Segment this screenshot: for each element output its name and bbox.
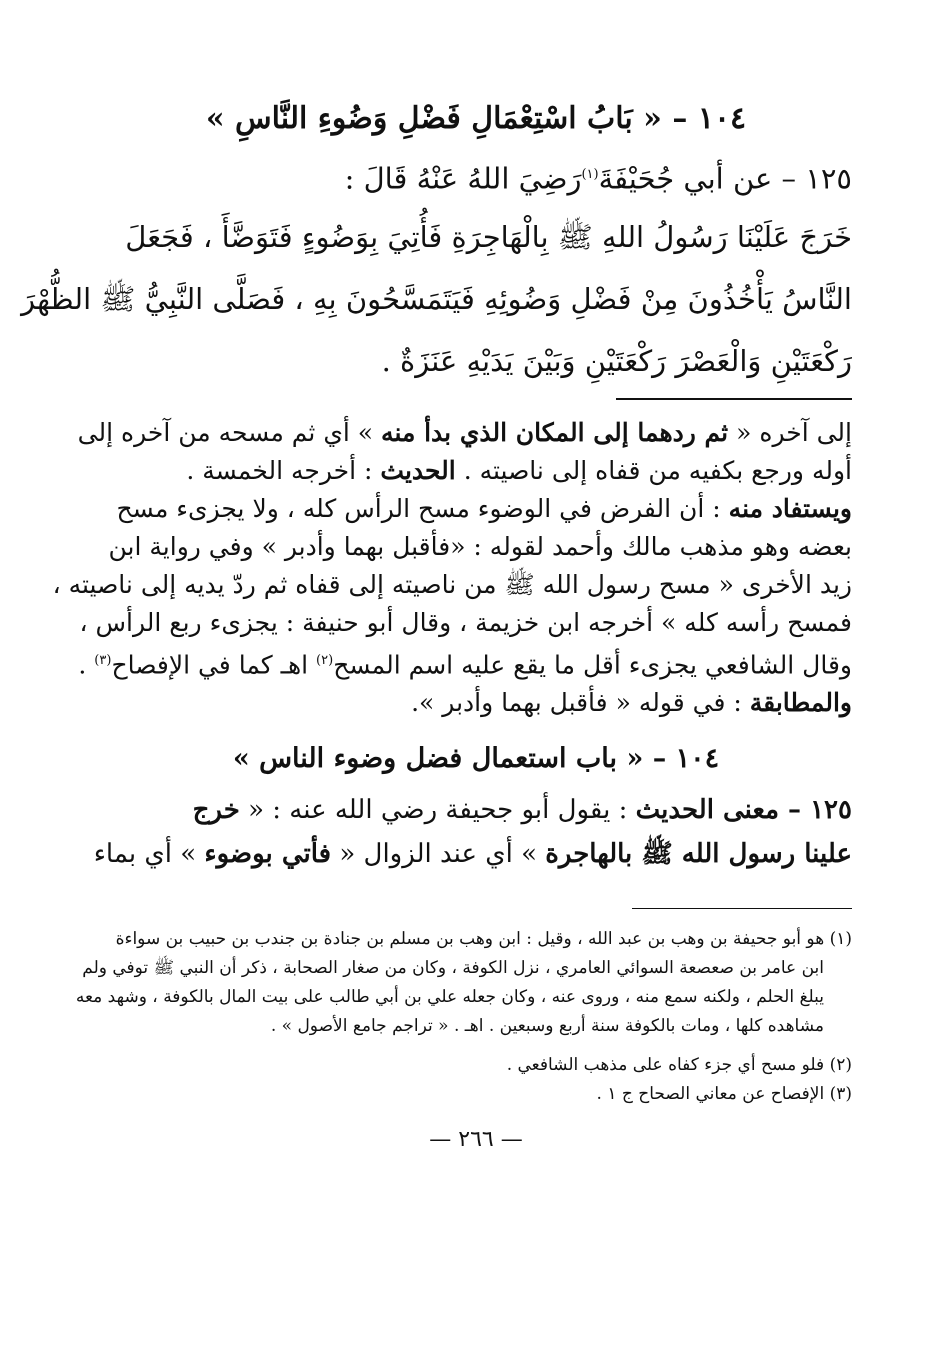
commentary-text: أوله ورجع بكفيه من قفاه إلى ناصيته . (463, 455, 852, 485)
footnote-ref-1[interactable]: (١) (581, 167, 599, 182)
footnote-3: (٣) الإفصاح عن معاني الصحاح ج ١ . (596, 1084, 852, 1105)
hadith-text (21, 148, 852, 392)
meaning-text: : يقول أبو جحيفة رضي الله عنه : « (248, 794, 628, 825)
meaning-bold: علينا رسول الله ﷺ بالهاجرة (545, 838, 852, 869)
commentary-line-5: زيد الأخرى « مسح رسول الله ﷺ من ناصيته إلى قفاه ثم ردّ يديه إلى ناصيته ، (52, 569, 852, 599)
commentary-text: اهـ كما في الإفصاح (111, 649, 309, 679)
hadith-line-2: خَرَجَ عَلَيْنَا رَسُولُ اللهِ ﷺ بِالْهَاجِرَةِ فَأُتِيَ بِوَضُوءٍ فَتَوَضَّأَ ، فَجَعَلَ (125, 219, 852, 254)
commentary-line-1 (77, 414, 852, 452)
commentary (52, 414, 852, 722)
meaning-line-1 (100, 788, 852, 832)
commentary-text: . (78, 649, 87, 679)
hadith-narrator-suffix: رَضِيَ اللهُ عَنْهُ قَالَ : (344, 161, 582, 196)
section-divider (616, 398, 852, 400)
page (21, 96, 852, 1153)
hadith-line-4: رَكْعَتَيْنِ وَالْعَصْرَ رَكْعَتَيْنِ وَبَيْنَ يَدَيْهِ عَنَزَةٌ . (381, 343, 852, 378)
commentary-bold: ويستفاد منه (728, 493, 852, 523)
commentary-line-6: فمسح رأسه كله » أخرجه ابن خزيمة ، وقال أبو حنيفة : يجزىء ربع الرأس ، (79, 607, 852, 637)
commentary-text: : أن الفرض في الوضوء مسح الرأس كله ، ولا يجزىء مسح (116, 493, 721, 523)
commentary-line-8 (100, 684, 852, 722)
commentary-bold: الحديث (380, 455, 456, 485)
meaning-section (93, 788, 852, 876)
meaning-text: » أي عند الزوال « (339, 838, 537, 869)
page-number: — ٢٦٦ — (429, 1127, 523, 1153)
meaning-bold: فأتي بوضوء (204, 838, 332, 869)
meaning-line-2 (93, 832, 852, 876)
footnote-2: (٢) فلو مسح أي جزء كفاه على مذهب الشافعي . (506, 1055, 852, 1076)
hadith-line-3: النَّاسُ يَأْخُذُونَ مِنْ فَضْلِ وَضُوئِهِ فَيَتَمَسَّحُونَ بِهِ ، فَصَلَّى النَّبِيُّ ﷺ الظُّهْرَ (21, 281, 852, 316)
commentary-line-4: بعضه وهو مذهب مالك وأحمد لقوله : «فأقبل بهما وأدبر » وفي رواية ابن (108, 531, 852, 561)
commentary-line-2 (100, 452, 852, 490)
meaning-bold: ١٢٥ – معنى الحديث (635, 794, 852, 825)
hadith-number-narrator: ١٢٥ – عن أبي جُحَيْفَةَ (598, 161, 852, 196)
footnotes (75, 925, 852, 1109)
footnote-1-line-2: ابن عامر بن صعصعة السوائي العامري ، نزل الكوفة ، وكان من صغار الصحابة ، ذكر أن النبي ﷺ توفي ولم (82, 958, 824, 979)
footnote-1-line-4: مشاهده كلها ، ومات بالكوفة سنة أربع وسبعين . اهـ . « تراجم جامع الأصول » . (270, 1016, 824, 1037)
footnote-ref-2[interactable]: (٢) (316, 652, 334, 668)
hadith-line-1 (100, 148, 852, 206)
footnote-divider (632, 908, 852, 910)
meaning-text: » أي بماء (93, 838, 197, 869)
commentary-line-7 (78, 642, 852, 684)
commentary-text: إلى آخره « (736, 417, 852, 447)
footnote-ref-3[interactable]: (٣) (94, 652, 112, 668)
commentary-bold: والمطابقة (749, 687, 852, 717)
commentary-text: » أي ثم مسحه من آخره إلى (77, 417, 374, 447)
footnote-1-line-3: يبلغ الحلم ، ولكنه سمع منه ، وروى عنه ، وكان جعله علي بن أبي طالب على بيت المال بالكوفة ، وشهد معه (75, 987, 824, 1008)
commentary-text: وقال الشافعي يجزىء أقل ما يقع عليه اسم المسح (333, 649, 852, 679)
chapter-heading: ١٠٤ – « بَابُ اسْتِعْمَالِ فَضْلِ وَضُوءِ النَّاسِ » (205, 101, 747, 136)
meaning-bold: خرج (192, 794, 240, 825)
commentary-text: : في قوله « فأقبل بهما وأدبر ». (411, 687, 742, 717)
commentary-bold: ثم ردهما إلى المكان الذي بدأ منه (381, 417, 729, 447)
commentary-text: : أخرجه الخمسة . (186, 455, 373, 485)
commentary-line-3 (100, 490, 852, 528)
chapter-heading-2: ١٠٤ – « باب استعمال فضل وضوء الناس » (232, 742, 720, 774)
footnote-1-line-1: (١) هو أبو جحيفة بن وهب بن عبد الله ، وقيل : ابن وهب بن مسلم بن جنادة بن جندب بن حبيب بن سواءة (115, 929, 852, 950)
